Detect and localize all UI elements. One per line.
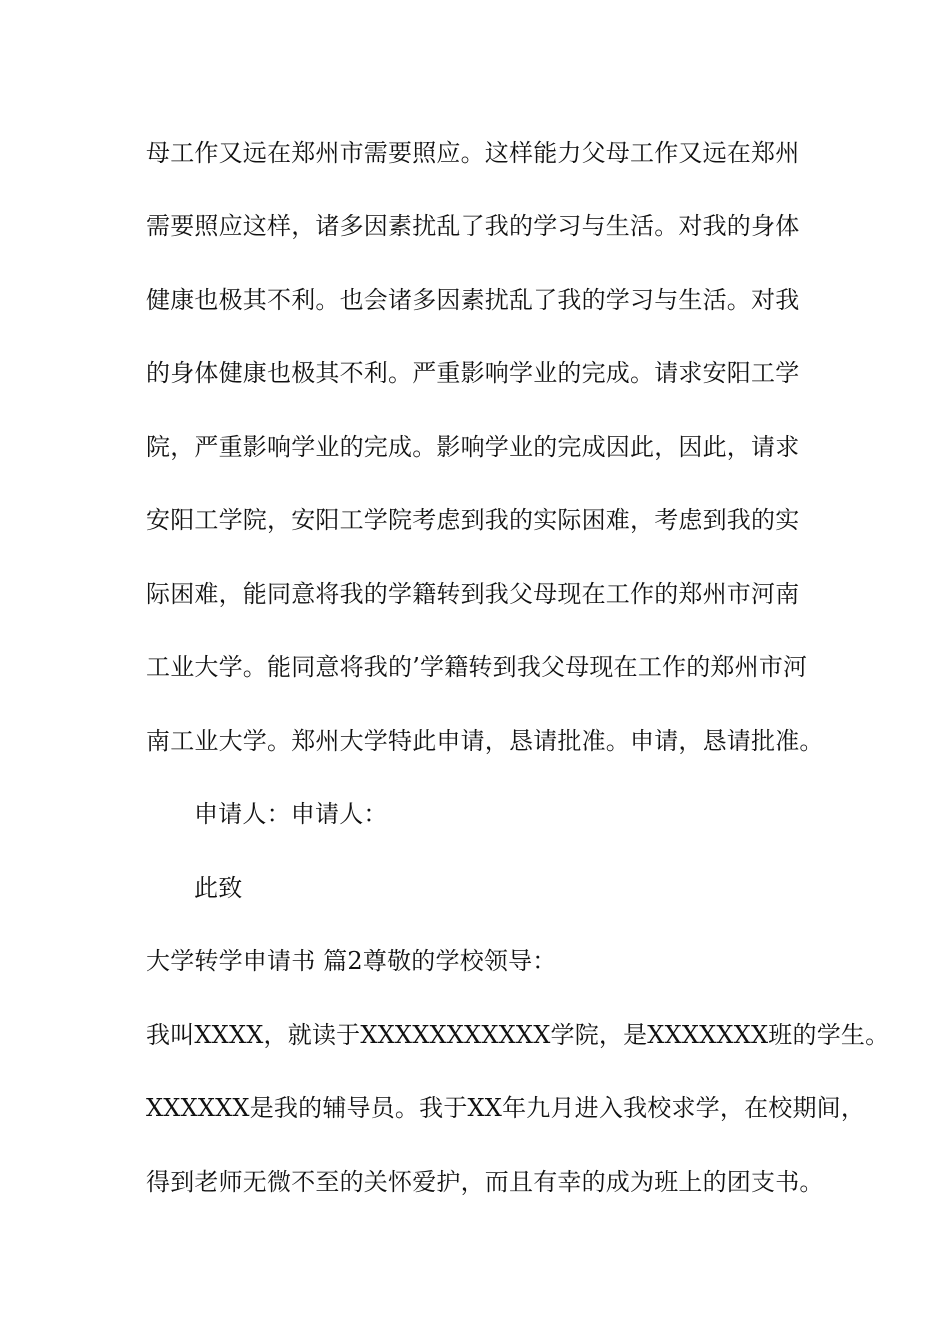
text-line: 安阳工学院，安阳工学院考虑到我的实际困难，考虑到我的实	[146, 506, 800, 534]
text-line: 母工作又远在郑州市需要照应。这样能力父母工作又远在郑州	[146, 139, 800, 167]
body-line: 我叫XXXX，就读于XXXXXXXXXXX学院，是XXXXXXX班的学生。	[146, 1021, 890, 1049]
body-line: XXXXXX是我的辅导员。我于XX年九月进入我校求学，在校期间，	[146, 1094, 866, 1122]
section-heading: 大学转学申请书 篇2尊敬的学校领导：	[146, 947, 557, 975]
closing-line: 此致	[194, 874, 243, 902]
applicant-line: 申请人：申请人：	[194, 800, 388, 828]
text-line: 需要照应这样，诸多因素扰乱了我的学习与生活。对我的身体	[146, 212, 800, 240]
text-line: 健康也极其不利。也会诸多因素扰乱了我的学习与生活。对我	[146, 286, 800, 314]
text-line: 院，严重影响学业的完成。影响学业的完成因此，因此，请求	[146, 433, 800, 461]
text-line: 的身体健康也极其不利。严重影响学业的完成。请求安阳工学	[146, 359, 800, 387]
text-line: 工业大学。能同意将我的’学籍转到我父母现在工作的郑州市河	[146, 653, 808, 681]
text-line: 际困难，能同意将我的学籍转到我父母现在工作的郑州市河南	[146, 580, 800, 608]
text-line: 南工业大学。郑州大学特此申请，恳请批准。申请，恳请批准。	[146, 727, 824, 755]
body-line: 得到老师无微不至的关怀爱护，而且有幸的成为班上的团支书。	[146, 1168, 824, 1196]
